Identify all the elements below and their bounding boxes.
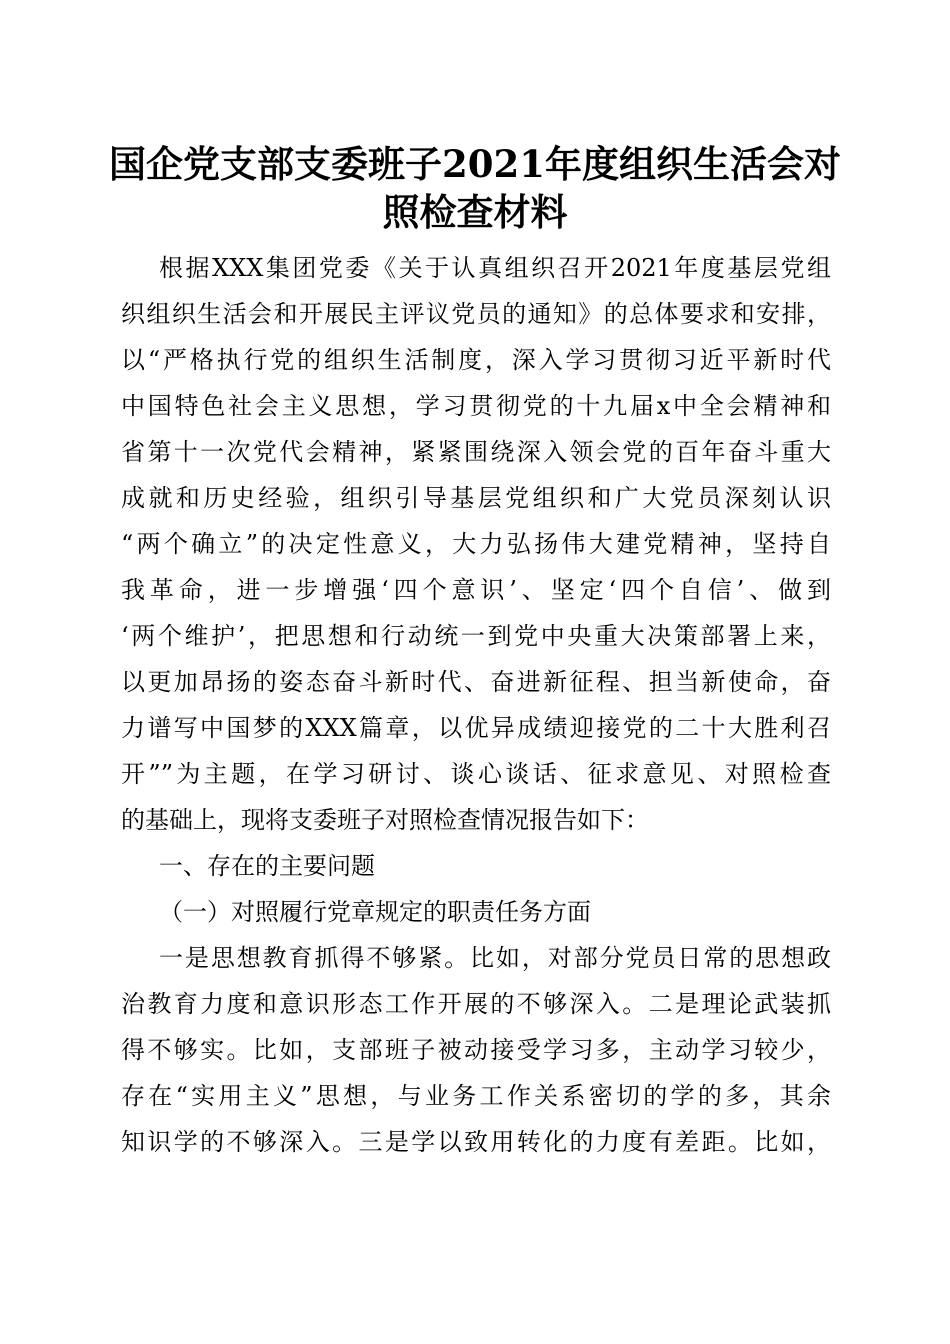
title-line-1: 国企党支部支委班子2021年度组织生活会对 [109,142,841,186]
body-line: 治教育力度和意识形态工作开展的不够深入。二是理论武装抓 [121,990,831,1018]
intro-line: 根据XXX集团党委《关于认真组织召开2021年度基层党组 [159,254,831,282]
document-title [100,140,850,236]
intro-line: 开””为主题，在学习研讨、谈心谈话、征求意见、对照检查 [121,760,831,788]
intro-line: 的基础上，现将支委班子对照检查情况报告如下： [121,806,649,834]
intro-line: 以“严格执行党的组织生活制度，深入学习贯彻习近平新时代 [121,346,831,374]
body-line: 存在“实用主义”思想，与业务工作关系密切的学的多，其余 [121,1082,831,1110]
title-line-2: 照检查材料 [382,190,568,234]
intro-line: 成就和历史经验，组织引导基层党组织和广大党员深刻认识 [121,484,831,512]
section-heading: 一、存在的主要问题 [159,852,375,880]
intro-line: 我革命，进一步增强‘四个意识’、坚定‘四个自信’、做到 [121,576,831,604]
intro-line: 中国特色社会主义思想，学习贯彻党的十九届x中全会精神和 [121,392,831,420]
intro-line: 以更加昂扬的姿态奋斗新时代、奋进新征程、担当新使命，奋 [121,668,831,696]
intro-line: 织组织生活会和开展民主评议党员的通知》的总体要求和安排， [121,300,831,328]
body-line: 知识学的不够深入。三是学以致用转化的力度有差距。比如， [121,1128,831,1156]
intro-line: 力谱写中国梦的XXX篇章，以优异成绩迎接党的二十大胜利召 [121,714,831,742]
body-line: 一是思想教育抓得不够紧。比如，对部分党员日常的思想政 [159,944,831,972]
body-line: 得不够实。比如，支部班子被动接受学习多，主动学习较少， [121,1036,831,1064]
intro-line: 省第十一次党代会精神，紧紧围绕深入领会党的百年奋斗重大 [121,438,831,466]
intro-line: “两个确立”的决定性意义，大力弘扬伟大建党精神，坚持自 [121,530,831,558]
intro-line: ‘两个维护’，把思想和行动统一到党中央重大决策部署上来， [121,622,831,650]
subsection-heading: （一）对照履行党章规定的职责任务方面 [159,898,591,926]
